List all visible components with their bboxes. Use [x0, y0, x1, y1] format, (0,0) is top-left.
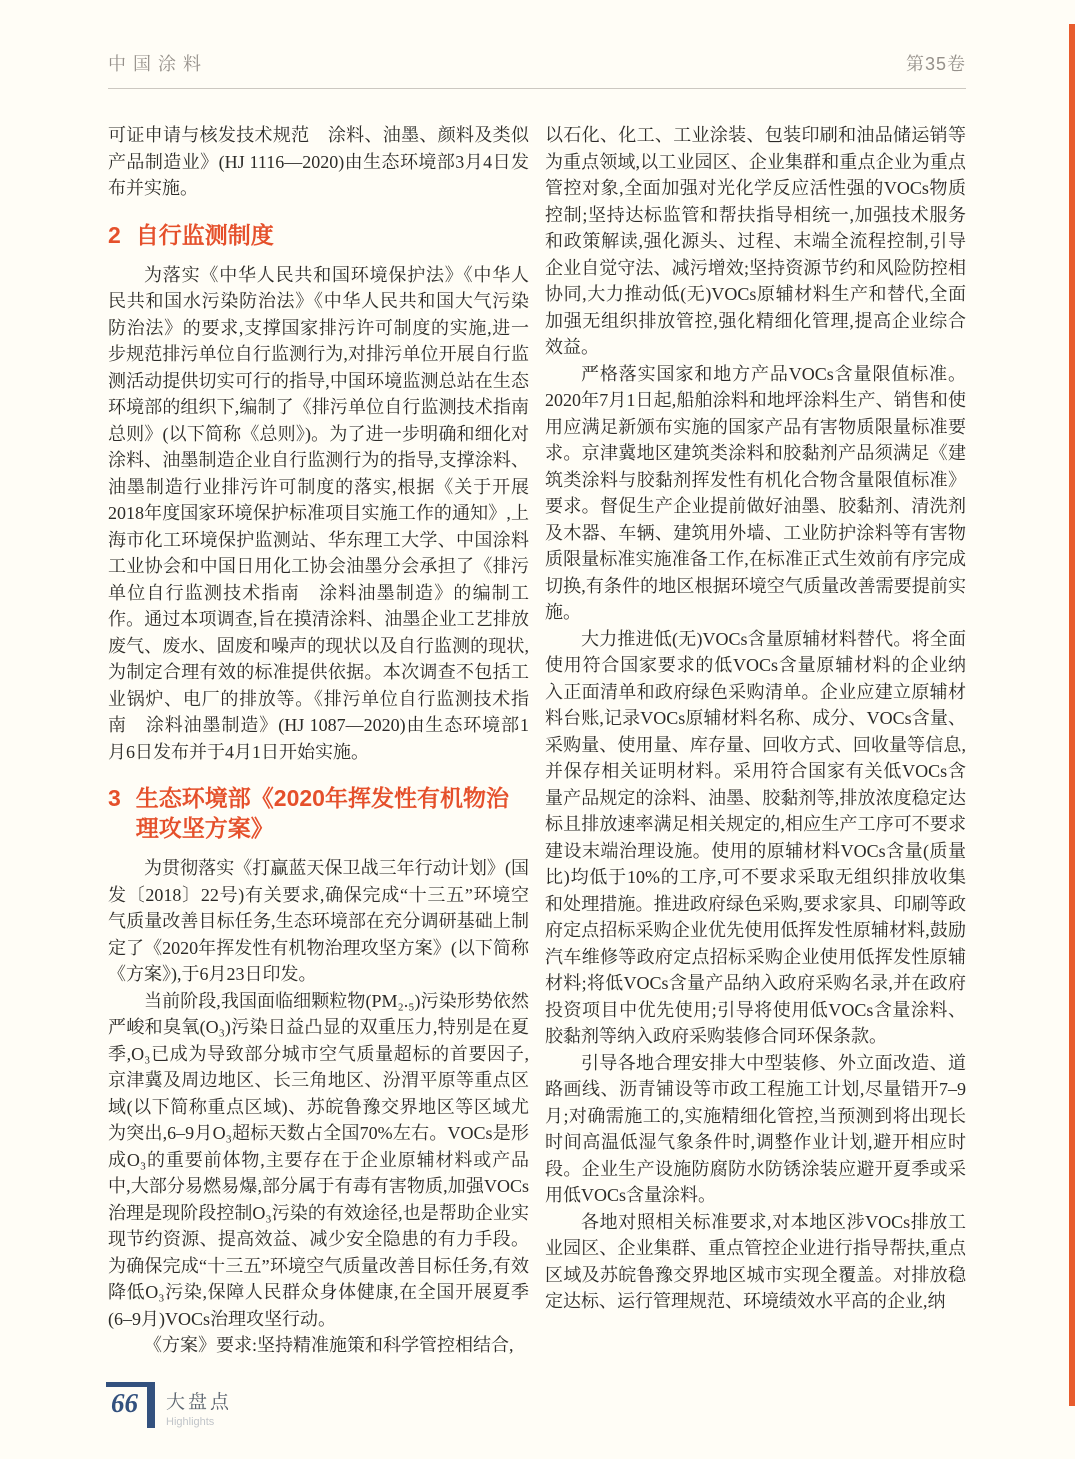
- section-title: 自行监测制度: [135, 221, 274, 248]
- paragraph-continuation: 以石化、化工、工业涂装、包装印刷和油品储运销等为重点领域,以工业园区、企业集群和重点企业为重点管控对象,全面加强对光化学反应活性强的VOCs物质控制;坚持达标监管和帮扶指导相统一,加强技术服务和政策解读,强化源头、过程、末端全流程控制,引导企业自觉守法、减污增效;坚持资源节约和风险防控相协同,大力推动低(无)VOCs原辅材料生产和替代,全面加强无组织排放管控,强化精细化管理,提高企业综合效益。: [545, 125, 966, 357]
- section-heading-2: [108, 220, 529, 250]
- paragraph: 严格落实国家和地方产品VOCs含量限值标准。2020年7月1日起,船舶涂料和地坪涂料生产、销售和使用应满足新颁布实施的国家产品有害物质限量标准要求。京津冀地区建筑类涂料和胶黏剂产品须满足《建筑类涂料与胶黏剂挥发性有机化合物含量限值标准》要求。督促生产企业提前做好油墨、胶黏剂、清洗剂及木器、车辆、建筑用外墙、工业防护涂料等有害物质限量标准实施准备工作,在标准正式生效前有序完成切换,有条件的地区根据环境空气质量改善需要提前实施。: [545, 363, 966, 622]
- paragraph-intro-continuation: 可证申请与核发技术规范 涂料、油墨、颜料及类似产品制造业》(HJ 1116—2020)由生态环境部3月4日发布并实施。: [108, 125, 529, 198]
- page-header: [108, 50, 966, 89]
- paragraph-section3-2: 当前阶段,我国面临细颗粒物(PM₂.₅)污染形势依然严峻和臭氧(O₃)污染日益凸显的双重压力,特别是在夏季,O₃已成为导致部分城市空气质量超标的首要因子,京津冀及周边地区、长三角地区、汾渭平原等重点区域(以下简称重点区域)、苏皖鲁豫交界地区等区域尤为突出,6–9月O₃超标天数占全国70%左右。VOCs是形成O₃的重要前体物,主要存在于企业原辅材料或产品中,大部分易燃易爆,部分属于有毒有害物质,加强VOCs治理是现阶段控制O₃污染的有效途径,也是帮助企业实现节约资源、提高效益、减少安全隐患的有力手段。为确保完成“十三五”环境空气质量改善目标任务,有效降低O₃污染,保障人民群众身体健康,在全国开展夏季(6–9月)VOCs治理攻坚行动。: [108, 990, 529, 1329]
- section-title: 生态环境部《2020年挥发性有机物治理攻坚方案》: [135, 785, 509, 841]
- section-heading-3: [108, 783, 529, 843]
- paragraph: 大力推进低(无)VOCs含量原辅材料替代。将全面使用符合国家要求的低VOCs含量原辅材料的企业纳入正面清单和政府绿色采购清单。企业应建立原辅材料台账,记录VOCs原辅材料名称、成分、VOCs含量、采购量、使用量、库存量、回收方式、回收量等信息,并保存相关证明材料。采用符合国家有关低VOCs含量产品规定的涂料、油墨、胶黏剂等,排放浓度稳定达标且排放速率满足相关规定的,相应生产工序可不要求建设末端治理设施。使用的原辅材料VOCs含量(质量比)均低于10%的工序,可不要求采取无组织排放收集和处理措施。推进政府绿色采购,要求家具、印刷等政府定点招标采购企业优先使用低挥发性原辅材料,鼓励汽车维修等政府定点招标采购企业使用低挥发性原辅材料;将低VOCs含量产品纳入政府采购名录,并在政府投资项目中优先使用;引导将使用低VOCs含量涂料、胶黏剂等纳入政府采购装修合同环保条款。: [545, 628, 966, 1046]
- page-number: 66: [111, 1388, 138, 1418]
- page-footer: [106, 1382, 232, 1428]
- section-label-en: Highlights: [166, 1416, 215, 1428]
- volume-label: 第35卷: [905, 54, 966, 74]
- page-number-corner-mark: [106, 1382, 155, 1428]
- journal-title: 中国涂料: [108, 54, 208, 74]
- paragraph: 各地对照相关标准要求,对本地区涉VOCs排放工业园区、企业集群、重点管控企业进行指导帮扶,重点区域及苏皖鲁豫交界地区城市实现全覆盖。对排放稳定达标、运行管理规范、环境绩效水平高的企业,纳: [545, 1211, 966, 1311]
- paragraph: 引导各地合理安排大中型装修、外立面改造、道路画线、沥青铺设等市政工程施工计划,尽量错开7–9月;对确需施工的,实施精细化管控,当预测到将出现长时间高温低湿气象条件时,调整作业计划,避开相应时段。企业生产设施防腐防水防锈涂装应避开夏季或采用低VOCs含量涂料。: [545, 1052, 966, 1205]
- section-number: 2: [108, 221, 121, 248]
- paragraph-section2: 为落实《中华人民共和国环境保护法》《中华人民共和国水污染防治法》《中华人民共和国大气污染防治法》的要求,支撑国家排污许可制度的实施,进一步规范排污单位自行监测行为,对排污单位开展自行监测活动提供切实可行的指导,中国环境监测总站在生态环境部的组织下,编制了《排污单位自行监测技术指南总则》(以下简称《总则》)。为了进一步明确和细化对涂料、油墨制造企业自行监测行为的指导,支撑涂料、油墨制造行业排污许可制度的落实,根据《关于开展2018年度国家环境保护标准项目实施工作的通知》,上海市化工环境保护监测站、华东理工大学、中国涂料工业协会和中国日用化工协会油墨分会承担了《排污单位自行监测技术指南 涂料油墨制造》的编制工作。通过本项调查,旨在摸清涂料、油墨企业工艺排放废气、废水、固废和噪声的现状以及自行监测的现状,为制定合理有效的标准提供依据。本次调查不包括工业锅炉、电厂的排放等。《排污单位自行监测技术指南 涂料油墨制造》(HJ 1087—2020)由生态环境部1月6日发布并于4月1日开始实施。: [108, 264, 529, 762]
- section-label-group: [166, 1382, 232, 1428]
- section-number: 3: [108, 785, 121, 811]
- paragraph-section3-1: 为贯彻落实《打赢蓝天保卫战三年行动计划》(国发〔2018〕22号)有关要求,确保完成“十三五”环境空气质量改善目标任务,生态环境部在充分调研基础上制定了《2020年挥发性有机物治理攻坚方案》(以下简称《方案》),于6月23日印发。: [108, 858, 529, 984]
- section-label-cn: 大盘点: [166, 1392, 233, 1413]
- page-edge-accent-bar: [1069, 24, 1075, 1406]
- article-body: [108, 122, 966, 1370]
- paragraph-section3-3: 《方案》要求:坚持精准施策和科学管控相结合,: [144, 1335, 514, 1355]
- right-column: [545, 122, 966, 1370]
- left-column: [108, 122, 529, 1370]
